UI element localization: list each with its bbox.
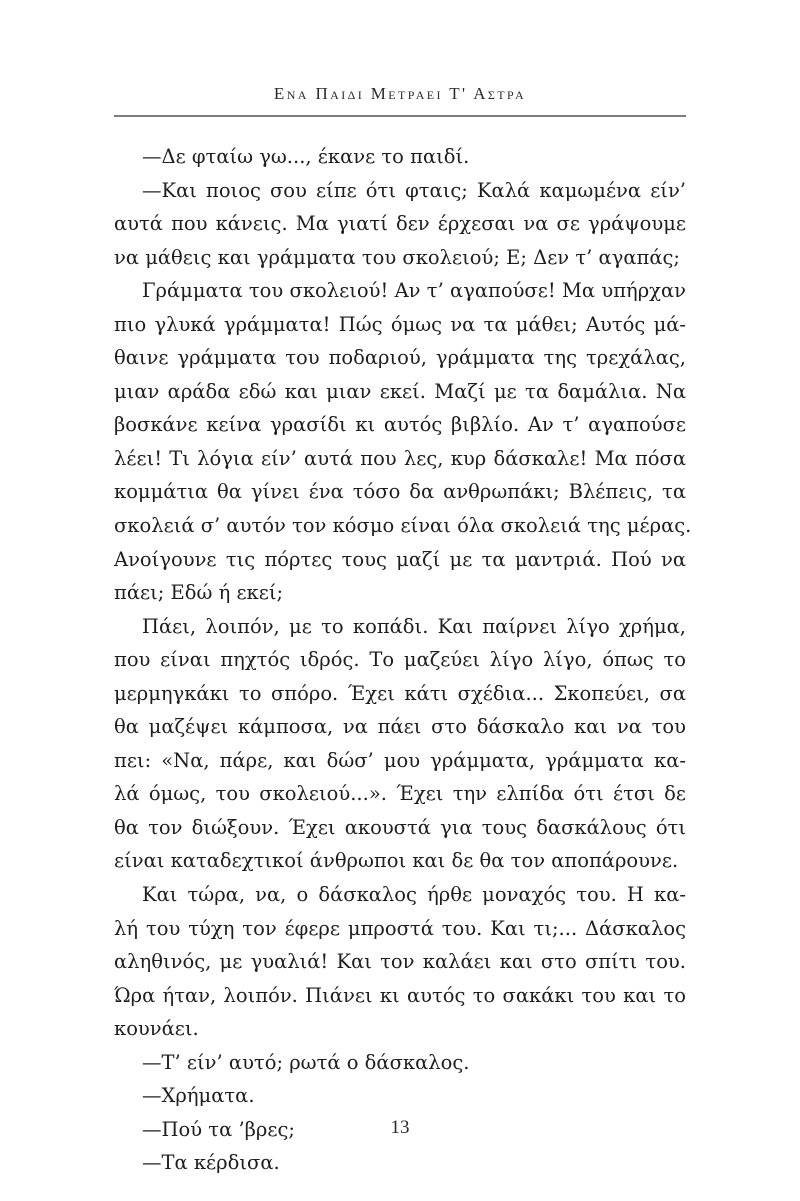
text-line: —Χρήματα.	[142, 1084, 255, 1108]
text-line: πάει; Εδώ ή εκεί;	[114, 581, 284, 605]
text-line: —Τα κέρδισα.	[142, 1151, 280, 1175]
text-line: σκολειά σ’ αυτόν τον κόσμο είναι όλα σκολειά της μέρας.	[114, 514, 692, 538]
text-line: είναι καταδεχτικοί άνθρωποι και δε θα τον αποπάρουνε.	[114, 849, 679, 873]
text-line: πιο γλυκά γράμματα! Πώς όμως να τα μάθει; Αυτός μά-	[114, 312, 686, 336]
text-line: —Και ποιος σου είπε ότι φταις; Καλά καμωμένα είν’	[142, 178, 686, 202]
text-line: μερμηγκάκι το σπόρο. Έχει κάτι σχέδια... Σκοπεύει, σα	[114, 681, 686, 705]
header-rule	[114, 115, 686, 117]
text-line: κομμάτια θα γίνει ένα τόσο δα ανθρωπάκι; Βλέπεις, τα	[114, 480, 686, 504]
text-line: που είναι πηχτός ιδρός. Το μαζεύει λίγο λίγο, όπως το	[114, 648, 686, 672]
text-line: θα μαζέψει κάμποσα, να πάει στο δάσκαλο και να του	[114, 715, 686, 739]
text-line: —Πού τα ’βρες;	[142, 1117, 295, 1141]
running-title: Ενα Παιδι Μετραει Τ' Αστρα	[273, 84, 527, 103]
text-line: —Δε φταίω γω..., έκανε το παιδί.	[142, 145, 470, 168]
text-line: μιαν αράδα εδώ και μιαν εκεί. Μαζί με τα δαμάλια. Να	[114, 379, 686, 403]
page-number: 13	[390, 1117, 410, 1138]
text-line: Ώρα ήταν, λοιπόν. Πιάνει κι αυτός το σακάκι του και το	[114, 983, 686, 1007]
text-line: να μάθεις και γράμματα του σκολειού; Ε; Δεν τ’ αγαπάς;	[114, 245, 681, 269]
text-line: βοσκάνε κείνα γρασίδι κι αυτός βιβλίο. Αν τ’ αγαπούσε	[114, 413, 686, 437]
text-line: κουνάει.	[114, 1017, 199, 1041]
text-line: Πάει, λοιπόν, με το κοπάδι. Και παίρνει λίγο χρήμα,	[142, 614, 686, 638]
body-text	[114, 140, 692, 1180]
text-line: Γράμματα του σκολειού! Αν τ’ αγαπούσε! Μα υπήρχαν	[142, 279, 686, 303]
text-line: —Τ’ είν’ αυτό; ρωτά ο δάσκαλος.	[142, 1050, 470, 1074]
text-line: Και τώρα, να, ο δάσκαλος ήρθε μοναχός του. Η κα-	[142, 883, 686, 907]
text-line: λή του τύχη τον έφερε μπροστά του. Και τι;... Δάσκαλος	[114, 916, 686, 940]
text-line: αυτά που κάνεις. Μα γιατί δεν έρχεσαι να σε γράψουμε	[114, 212, 686, 236]
text-line: αληθινός, με γυαλιά! Και τον καλάει και στο σπίτι του.	[114, 950, 686, 974]
text-line: λέει! Τι λόγια είν’ αυτά που λες, κυρ δάσκαλε! Μα πόσα	[114, 446, 686, 470]
text-line: Ανοίγουνε τις πόρτες τους μαζί με τα μαντριά. Πού να	[114, 547, 686, 571]
text-line: πει: «Να, πάρε, και δώσ’ μου γράμματα, γράμματα κα-	[114, 748, 686, 772]
text-line: θα τον διώξουν. Έχει ακουστά για τους δασκάλους ότι	[114, 815, 686, 839]
text-line: λά όμως, του σκολειού...». Έχει την ελπίδα ότι έτσι δε	[114, 782, 686, 806]
text-line: θαινε γράμματα του ποδαριού, γράμματα της τρεχάλας,	[114, 346, 686, 370]
